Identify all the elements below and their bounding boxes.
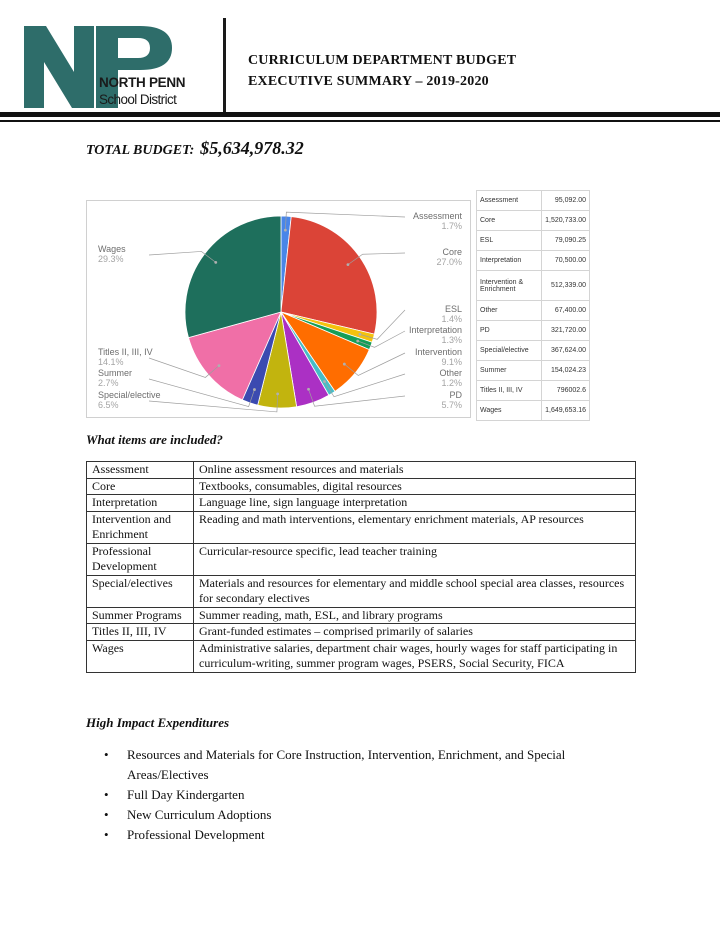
items-table-row [87, 511, 636, 543]
legend-name: PD [449, 390, 462, 400]
items-table-row [87, 607, 636, 624]
legend-name: Wages [98, 244, 126, 254]
budget-table-row [477, 301, 590, 321]
budget-item-name: Summer [477, 361, 542, 381]
legend-pd [441, 390, 462, 410]
budget-item-amount: 1,520,733.00 [542, 211, 590, 231]
budget-item-name: Wages [477, 401, 542, 421]
budget-amounts-table [476, 190, 590, 421]
items-included-table [86, 461, 636, 673]
item-description: Administrative salaries, department chair wages, hourly wages for staff participating in curriculum-writing, summer program wages, PSERS, Social Security, FICA [194, 640, 636, 672]
header-divider [223, 18, 226, 112]
legend-name: Titles II, III, IV [98, 347, 153, 357]
high-impact-item [104, 745, 644, 785]
bullet-icon: • [104, 807, 109, 822]
legend-name: Special/elective [98, 390, 161, 400]
bullet-icon: • [104, 787, 109, 802]
items-table-row [87, 575, 636, 607]
item-category: Professional Development [87, 543, 194, 575]
legend-percent: 1.7% [441, 221, 462, 231]
budget-item-name: Intervention & Enrichment [477, 271, 542, 301]
budget-table-row [477, 381, 590, 401]
leader-dot [358, 333, 361, 336]
legend-titles [98, 347, 153, 367]
total-budget [86, 138, 304, 159]
budget-item-name: PD [477, 321, 542, 341]
item-description: Curricular-resource specific, lead teacher training [194, 543, 636, 575]
leader-dot [356, 340, 359, 343]
items-table-row [87, 543, 636, 575]
high-impact-text: Professional Development [127, 827, 265, 842]
items-table-row [87, 495, 636, 512]
legend-name: Interpretation [408, 325, 462, 335]
legend-name: Core [442, 247, 462, 257]
items-table-row [87, 624, 636, 641]
leader-dot [343, 363, 346, 366]
budget-table-row [477, 251, 590, 271]
leader-dot [347, 263, 350, 266]
header-rule-thick [0, 112, 720, 117]
budget-table-row [477, 401, 590, 421]
logo-line-2: School District [99, 92, 177, 107]
budget-table-row [477, 231, 590, 251]
legend-name: Summer [98, 368, 133, 378]
budget-item-name: Core [477, 211, 542, 231]
legend-name: Intervention [414, 347, 462, 357]
legend-percent: 6.5% [98, 400, 119, 410]
budget-item-name: Assessment [477, 191, 542, 211]
legend-core [436, 247, 462, 267]
item-category: Core [87, 478, 194, 495]
leader-dot [323, 380, 326, 383]
legend-percent: 1.3% [441, 335, 462, 345]
legend-name: Other [439, 368, 462, 378]
legend-percent: 9.1% [441, 357, 462, 367]
budget-table-row [477, 191, 590, 211]
budget-item-name: Titles II, III, IV [477, 381, 542, 401]
legend-percent: 27.0% [436, 257, 462, 267]
leader-dot [284, 229, 287, 232]
high-impact-item [104, 785, 644, 805]
legend-percent: 29.3% [98, 254, 124, 264]
logo-graphic [24, 20, 224, 112]
logo-letter-n [24, 26, 94, 108]
title-line-1: CURRICULUM DEPARTMENT BUDGET [248, 53, 517, 68]
item-category: Summer Programs [87, 607, 194, 624]
items-heading: What items are included? [86, 432, 223, 447]
item-description: Textbooks, consumables, digital resources [194, 478, 636, 495]
high-impact-item [104, 825, 644, 845]
legend-name: ESL [444, 304, 462, 314]
total-budget-amount: $5,634,978.32 [200, 138, 304, 158]
legend-assessment [413, 211, 462, 231]
leader-dot [307, 388, 310, 391]
page-title [248, 50, 516, 92]
leader-dot [253, 388, 256, 391]
legend-interpretation [409, 325, 462, 345]
high-impact-text: Full Day Kindergarten [127, 787, 245, 802]
item-description: Grant-funded estimates – comprised primarily of salaries [194, 624, 636, 641]
bullet-icon: • [104, 827, 109, 842]
budget-item-amount: 70,500.00 [542, 251, 590, 271]
district-logo [24, 20, 224, 112]
budget-item-amount: 154,024.23 [542, 361, 590, 381]
budget-table-row [477, 271, 590, 301]
legend-intervention [415, 347, 462, 367]
budget-table-row [477, 321, 590, 341]
budget-item-amount: 367,624.00 [542, 341, 590, 361]
title-line-2: EXECUTIVE SUMMARY – 2019-2020 [248, 74, 489, 89]
legend-other [439, 368, 462, 388]
budget-item-name: Other [477, 301, 542, 321]
budget-item-amount: 67,400.00 [542, 301, 590, 321]
budget-item-name: ESL [477, 231, 542, 251]
leader-dot [218, 364, 221, 367]
budget-item-amount: 512,339.00 [542, 271, 590, 301]
legend-percent: 5.7% [441, 400, 462, 410]
item-category: Special/electives [87, 575, 194, 607]
bullet-icon: • [104, 747, 109, 762]
budget-item-amount: 1,649,653.16 [542, 401, 590, 421]
leader-dot [214, 261, 217, 264]
pie-svg [87, 201, 472, 419]
budget-item-amount: 95,092.00 [542, 191, 590, 211]
legend-percent: 1.2% [441, 378, 462, 388]
budget-item-amount: 796002.6 [542, 381, 590, 401]
logo-line-1: NORTH PENN [99, 75, 186, 90]
item-category: Assessment [87, 462, 194, 479]
budget-table-row [477, 361, 590, 381]
total-budget-label: TOTAL BUDGET: [86, 143, 195, 158]
item-category: Wages [87, 640, 194, 672]
high-impact-text: Resources and Materials for Core Instruction, Intervention, Enrichment, and Special Areas/Electives [127, 747, 566, 782]
budget-item-name: Special/elective [477, 341, 542, 361]
item-description: Language line, sign language interpretation [194, 495, 636, 512]
legend-special-elective [98, 390, 161, 410]
legend-percent: 1.4% [441, 314, 462, 324]
legend-esl [441, 304, 462, 324]
items-table-row [87, 640, 636, 672]
item-description: Online assessment resources and materials [194, 462, 636, 479]
items-table-row [87, 478, 636, 495]
item-description: Reading and math interventions, elementary enrichment materials, AP resources [194, 511, 636, 543]
budget-table-row [477, 211, 590, 231]
legend-summer [98, 368, 132, 388]
budget-item-name: Interpretation [477, 251, 542, 271]
budget-item-amount: 321,720.00 [542, 321, 590, 341]
items-table-row [87, 462, 636, 479]
high-impact-heading: High Impact Expenditures [86, 715, 230, 730]
budget-pie-chart [86, 200, 471, 418]
legend-wages [98, 244, 126, 264]
legend-percent: 2.7% [98, 378, 119, 388]
leader-dot [276, 393, 279, 396]
item-category: Titles II, III, IV [87, 624, 194, 641]
item-description: Materials and resources for elementary and middle school special area classes, resources for secondary electives [194, 575, 636, 607]
high-impact-list [104, 745, 644, 845]
item-category: Intervention and Enrichment [87, 511, 194, 543]
high-impact-item [104, 805, 644, 825]
item-category: Interpretation [87, 495, 194, 512]
legend-percent: 14.1% [98, 357, 124, 367]
legend-name: Assessment [412, 211, 462, 221]
budget-item-amount: 79,090.25 [542, 231, 590, 251]
header-rule-thin [0, 120, 720, 122]
high-impact-text: New Curriculum Adoptions [127, 807, 272, 822]
budget-table-row [477, 341, 590, 361]
item-description: Summer reading, math, ESL, and library programs [194, 607, 636, 624]
